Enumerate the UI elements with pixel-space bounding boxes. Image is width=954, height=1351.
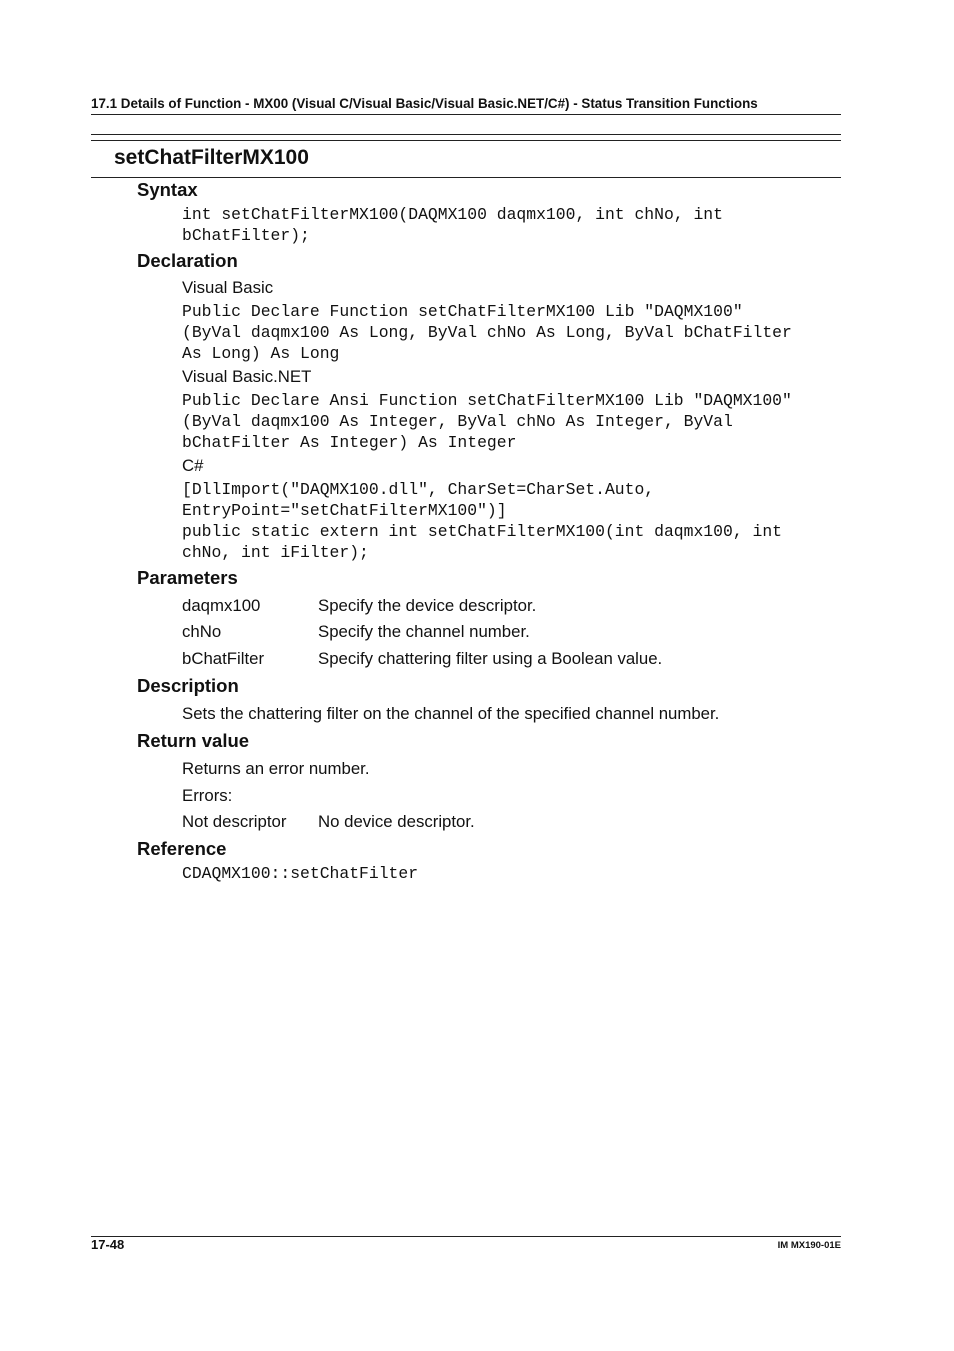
code-line: As Long) As Long (182, 344, 340, 363)
running-header: 17.1 Details of Function - MX00 (Visual C/Visual Basic/Visual Basic.NET/C#) - Status Transition Functions (91, 96, 758, 111)
code-line: (ByVal daqmx100 As Integer, ByVal chNo As Integer, ByVal (182, 412, 733, 431)
footer-rule (91, 1236, 841, 1237)
errors-label: Errors: (182, 786, 233, 805)
param-desc: Specify the channel number. (318, 622, 530, 641)
code-line: (ByVal daqmx100 As Long, ByVal chNo As Long, ByVal bChatFilter (182, 323, 792, 342)
header-rule (91, 114, 841, 115)
vb-label: Visual Basic (182, 278, 274, 297)
param-name: daqmx100 (182, 596, 261, 615)
title-rule-bottom (91, 177, 841, 178)
vbnet-declaration-code (182, 390, 792, 453)
param-name: bChatFilter (182, 649, 265, 668)
code-line: chNo, int iFilter); (182, 543, 369, 562)
title-rule-top (91, 134, 841, 135)
document-id: IM MX190-01E (777, 1240, 841, 1251)
reference-code: CDAQMX100::setChatFilter (182, 864, 419, 883)
section-heading-syntax: Syntax (137, 179, 198, 200)
code-line: Public Declare Ansi Function setChatFilterMX100 Lib "DAQMX100" (182, 391, 792, 410)
syntax-code (182, 204, 723, 246)
section-heading-reference: Reference (137, 838, 227, 859)
param-desc: Specify the device descriptor. (318, 596, 537, 615)
code-line: bChatFilter); (182, 226, 310, 245)
csharp-declaration-code (182, 479, 782, 563)
param-desc: Specify chattering filter using a Boolean value. (318, 649, 663, 668)
section-heading-description: Description (137, 675, 239, 696)
function-title: setChatFilterMX100 (114, 146, 309, 169)
section-heading-declaration: Declaration (137, 250, 238, 271)
param-name: chNo (182, 622, 222, 641)
code-line: Public Declare Function setChatFilterMX100 Lib "DAQMX100" (182, 302, 743, 321)
section-heading-parameters: Parameters (137, 567, 238, 588)
vbnet-label: Visual Basic.NET (182, 367, 312, 386)
csharp-label: C# (182, 456, 204, 475)
title-rule-top-2 (91, 140, 841, 141)
error-desc: No device descriptor. (318, 812, 475, 831)
code-line: bChatFilter As Integer) As Integer (182, 433, 517, 452)
code-line: int setChatFilterMX100(DAQMX100 daqmx100, int chNo, int (182, 205, 723, 224)
return-value-text: Returns an error number. (182, 759, 370, 778)
description-text: Sets the chattering filter on the channel of the specified channel number. (182, 704, 720, 723)
code-line: [DllImport("DAQMX100.dll", CharSet=CharSet.Auto, (182, 480, 655, 499)
vb-declaration-code (182, 301, 792, 364)
code-line: public static extern int setChatFilterMX100(int daqmx100, int (182, 522, 782, 541)
error-name: Not descriptor (182, 812, 287, 831)
section-heading-return-value: Return value (137, 730, 250, 751)
code-line: EntryPoint="setChatFilterMX100")] (182, 501, 507, 520)
page-number: 17-48 (91, 1237, 125, 1252)
